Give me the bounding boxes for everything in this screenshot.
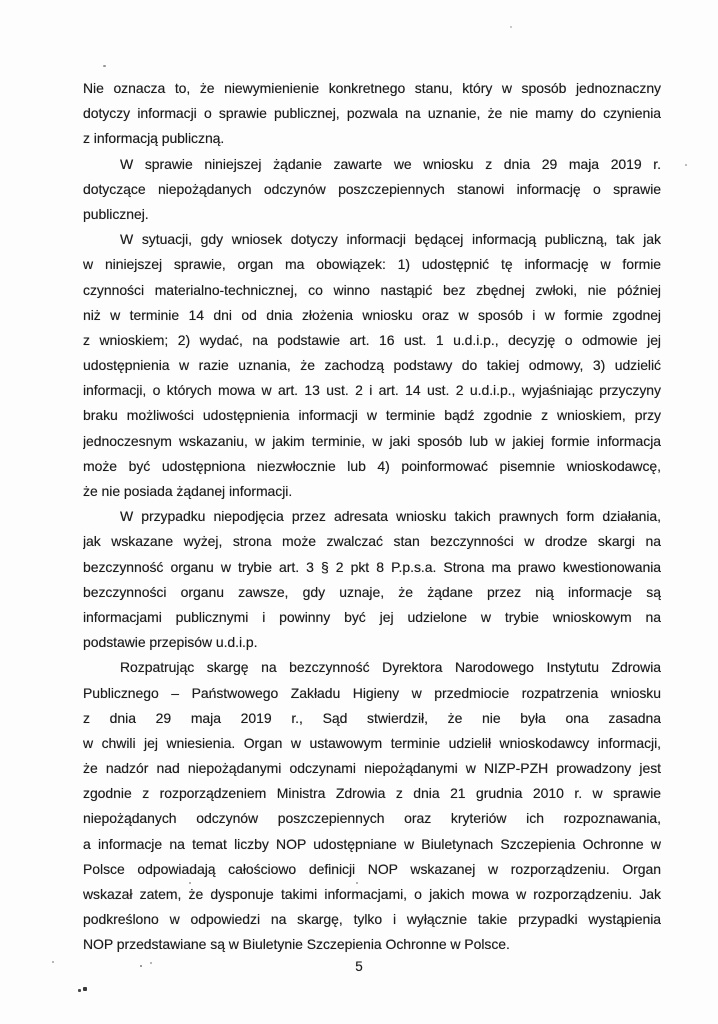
scan-speck: [510, 26, 512, 28]
paragraph: [83, 152, 661, 228]
text-line: Publicznego – Państwowego Zakładu Higieny w przedmiocie rozpatrzenia wniosku: [83, 684, 661, 701]
scan-speck: [140, 965, 142, 967]
text-line: z wnioskiem; 2) wydać, na podstawie art. 16 ust. 1 u.d.i.p., decyzję o odmowie jej: [83, 331, 661, 348]
text-line: wskazał zatem, że dysponuje takimi informacjami, o jakich mowa w rozporządzeniu. Jak: [83, 886, 661, 902]
text-line: niż w terminie 14 dni od dnia złożenia wniosku oraz w sposób i w formie zgodnej: [83, 306, 661, 323]
text-line: może być udostępniona niezwłocznie lub 4) poinformować pisemnie wnioskodawcę,: [83, 457, 661, 474]
scan-speck: [356, 882, 358, 884]
text-line: W przypadku niepodjęcia przez adresata wniosku takich prawnych form działania,: [120, 508, 661, 525]
text-line: Polsce odpowiadają całościowo definicji NOP wskazanej w rozporządzeniu. Organ: [83, 860, 661, 877]
scan-speck: [78, 989, 81, 992]
page-number: 5: [355, 959, 363, 974]
text-line: Rozpatrując skargę na bezczynność Dyrektora Narodowego Instytutu Zdrowia: [120, 659, 661, 676]
text-line: w chwili jej wniesienia. Organ w ustawowym terminie udzielił wnioskodawcy informacji,: [83, 734, 661, 751]
text-line: że nie posiada żądanej informacji.: [83, 483, 293, 499]
text-line: podstawie przepisów u.d.i.p.: [83, 634, 258, 651]
text-line: W sytuacji, gdy wniosek dotyczy informacji będącej informacją publiczną, tak jak: [120, 231, 661, 248]
text-line: Nie oznacza to, że niewymienienie konkretnego stanu, który w sposób jednoznaczny: [83, 80, 661, 96]
text-line: jak wskazane wyżej, strona może zwalczać stan bezczynności w drodze skargi na: [83, 533, 661, 550]
text-line: dotyczące niepożądanych odczynów poszczepiennych stanowi informację o sprawie: [83, 180, 661, 197]
text-line: publicznej.: [83, 205, 149, 222]
scan-speck: [52, 961, 54, 963]
text-line: bezczynności organu zawsze, gdy uznaje, że żądane przez nią informacje są: [83, 583, 661, 600]
text-line: w niniejszej sprawie, organ ma obowiązek: 1) udostępnić tę informację w formie: [83, 256, 661, 273]
text-line: braku możliwości udostępnienia informacji w terminie bądź zgodnie z wnioskiem, przy: [83, 407, 661, 424]
paragraph: [83, 655, 661, 957]
scan-speck: [685, 164, 687, 166]
text-line: z dnia 29 maja 2019 r., Sąd stwierdził, że nie była ona zasadna: [83, 709, 661, 726]
text-line: NOP przedstawiane są w Biuletynie Szczepienia Ochronne w Polsce.: [83, 936, 510, 953]
scan-speck: [103, 65, 106, 67]
text-line: że nadzór nad niepożądanymi odczynami niepożądanymi w NIZP-PZH prowadzony jest: [83, 760, 661, 777]
paragraph: [83, 504, 661, 655]
scan-speck: [189, 882, 191, 884]
text-line: z informacją publiczną.: [83, 130, 225, 147]
text-line: informacjami publicznymi i powinny być jej udzielone w trybie wnioskowym na: [83, 608, 661, 625]
text-line: jednoczesnym wskazaniu, w jakim terminie, w jaki sposób lub w jakiej formie informacja: [83, 432, 661, 449]
scan-speck: [150, 962, 152, 964]
text-line: informacji, o których mowa w art. 13 ust. 2 i art. 14 ust. 2 u.d.i.p., wyjaśniając przyczyny: [83, 382, 661, 399]
text-line: podkreślono w odpowiedzi na skargę, tylko i wyłącznie takie przypadki wystąpienia: [83, 911, 661, 928]
text-line: bezczynność organu w trybie art. 3 § 2 pkt 8 P.p.s.a. Strona ma prawo kwestionowania: [83, 558, 661, 575]
text-line: zgodnie z rozporządzeniem Ministra Zdrowia z dnia 21 grudnia 2010 r. w sprawie: [83, 785, 661, 802]
text-line: udostępnienia w razie uznania, że zachodzą podstawy do takiej odmowy, 3) udzielić: [83, 357, 661, 374]
text-line: a informacje na temat liczby NOP udostępniane w Biuletynach Szczepienia Ochronne w: [83, 835, 661, 852]
text-line: W sprawie niniejszej żądanie zawarte we wniosku z dnia 29 maja 2019 r.: [120, 155, 661, 172]
text-line: dotyczy informacji o sprawie publicznej, pozwala na uznanie, że nie mamy do czynienia: [83, 105, 661, 122]
text-line: niepożądanych odczynów poszczepiennych oraz kryteriów ich rozpoznawania,: [83, 810, 661, 827]
scan-speck: [83, 987, 87, 991]
text-block: [83, 76, 661, 958]
text-line: czynności materialno-technicznej, co winno nastąpić bez zbędnej zwłoki, nie później: [83, 281, 661, 298]
paragraph: [83, 227, 661, 504]
paragraph: [83, 76, 661, 152]
